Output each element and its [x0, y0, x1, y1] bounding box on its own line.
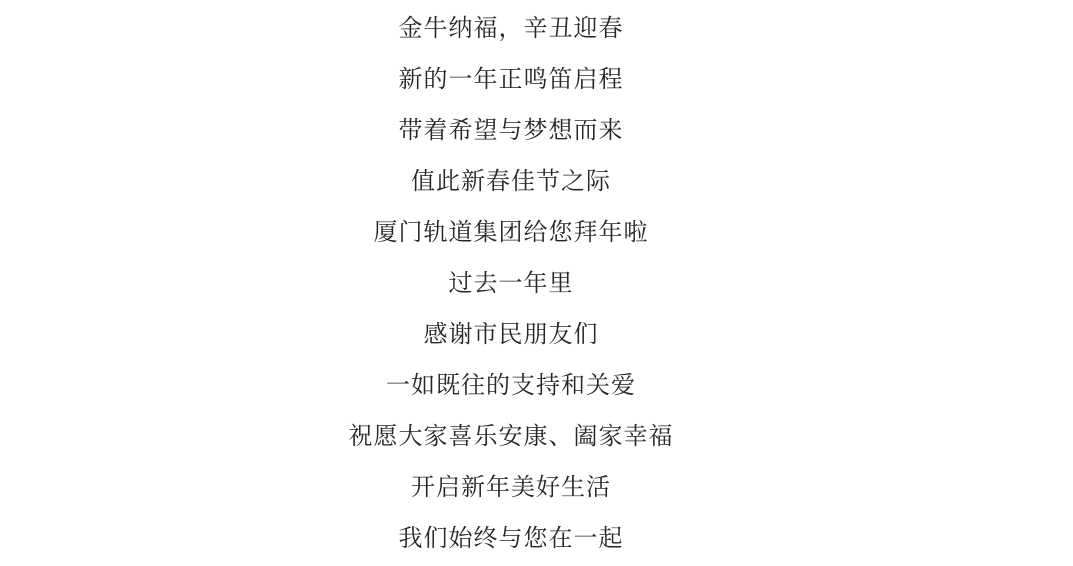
text-line: 新的一年正鸣笛启程	[398, 67, 624, 93]
text-line: 值此新春佳节之际	[411, 169, 611, 195]
text-line: 厦门轨道集团给您拜年啦	[373, 220, 649, 246]
text-line: 一如既往的支持和关爱	[386, 373, 636, 399]
text-line: 带着希望与梦想而来	[398, 118, 624, 144]
text-line: 开启新年美好生活	[411, 475, 611, 501]
text-line: 我们始终与您在一起	[398, 526, 624, 552]
text-line: 金牛纳福，辛丑迎春	[398, 16, 624, 42]
text-line: 祝愿大家喜乐安康、阖家幸福	[348, 424, 674, 450]
text-line: 过去一年里	[448, 271, 574, 297]
text-line: 感谢市民朋友们	[423, 322, 599, 348]
